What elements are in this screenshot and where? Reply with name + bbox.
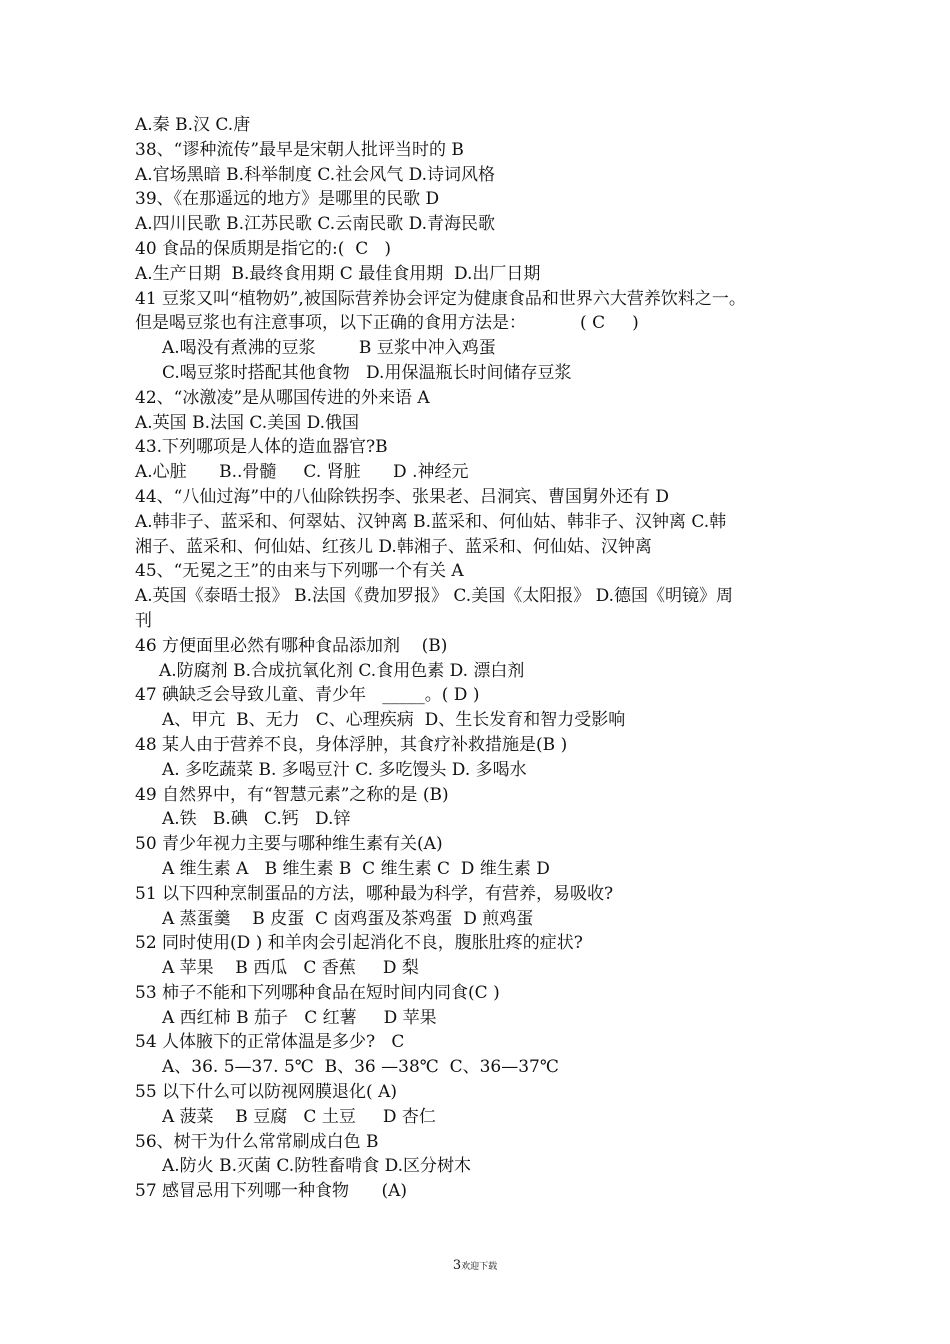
options-48: A. 多吃蔬菜 B. 多喝豆汁 C. 多吃馒头 D. 多喝水 (162, 759, 527, 780)
options-46: A.防腐剂 B.合成抗氧化剂 C.食用色素 D. 漂白剂 (159, 660, 525, 681)
question-56: 56、树干为什么常常刷成白色 B (135, 1131, 379, 1152)
options-56: A.防火 B.灭菌 C.防牲畜啃食 D.区分树木 (162, 1156, 472, 1177)
options-47: A、甲亢 B、无力 C、心理疾病 D、生长发育和智力受影响 (162, 710, 626, 731)
question-41-cont: 但是喝豆浆也有注意事项，以下正确的食用方法是： ( C ) (135, 313, 639, 334)
options-43: A.心脏 B..骨髓 C. 肾脏 D .神经元 (135, 462, 469, 483)
question-45: 45、“无冕之王”的由来与下列哪一个有关 A (135, 561, 464, 582)
options-49: A.铁 B.碘 C.钙 D.锌 (162, 809, 351, 830)
question-54: 54 人体腋下的正常体温是多少? C (135, 1032, 405, 1053)
question-47: 47 碘缺乏会导致儿童、青少年 _____。( D ) (135, 685, 480, 706)
document-body (135, 113, 835, 1204)
text-line: A.秦 B.汉 C.唐 (135, 115, 251, 135)
question-44: 44、“八仙过海”中的八仙除铁拐李、张果老、吕洞宾、曹国舅外还有 D (135, 486, 670, 507)
options-45: A.英国《泰晤士报》 B.法国《费加罗报》 C.美国《太阳报》 D.德国《明镜》周 (135, 586, 734, 607)
options-40: A.生产日期 B.最终食用期 C 最佳食用期 D.出厂日期 (135, 263, 541, 284)
options-41-a: A.喝没有煮沸的豆浆 B 豆浆中冲入鸡蛋 (162, 338, 496, 359)
options-44-cont: 湘子、蓝采和、何仙姑、红孩儿 D.韩湘子、蓝采和、何仙姑、汉钟离 (135, 536, 652, 557)
question-39: 39、《在那遥远的地方》是哪里的民歌 D (135, 189, 440, 210)
options-39: A.四川民歌 B.江苏民歌 C.云南民歌 D.青海民歌 (135, 214, 496, 235)
options-44: A.韩非子、蓝采和、何翠姑、汉钟离 B.蓝采和、何仙姑、韩非子、汉钟离 C.韩 (135, 511, 727, 532)
options-55: A 菠菜 B 豆腐 C 土豆 D 杏仁 (162, 1106, 436, 1127)
question-46: 46 方便面里必然有哪种食品添加剂 (B) (135, 635, 448, 656)
question-57: 57 感冒忌用下列哪一种食物 (A) (135, 1181, 407, 1202)
question-52: 52 同时使用(D ) 和羊肉会引起消化不良，腹胀肚疼的症状? (135, 933, 583, 954)
options-42: A.英国 B.法国 C.美国 D.俄国 (135, 412, 360, 433)
question-55: 55 以下什么可以防视网膜退化( A) (135, 1082, 397, 1103)
options-41-b: C.喝豆浆时搭配其他食物 D.用保温瓶长时间储存豆浆 (162, 362, 572, 383)
options-52: A 苹果 B 西瓜 C 香蕉 D 梨 (162, 958, 419, 979)
page-footer (0, 1258, 950, 1275)
question-49: 49 自然界中，有“智慧元素”之称的是 (B) (135, 784, 449, 805)
options-50: A 维生素 A B 维生素 B C 维生素 C D 维生素 D (162, 858, 550, 879)
options-53: A 西红柿 B 茄子 C 红薯 D 苹果 (162, 1007, 437, 1028)
page-number: 3 (452, 1258, 462, 1273)
options-51: A 蒸蛋羹 B 皮蛋 C 卤鸡蛋及茶鸡蛋 D 煎鸡蛋 (162, 908, 534, 929)
options-38: A.官场黑暗 B.科举制度 C.社会风气 D.诗词风格 (135, 164, 496, 185)
footer-note: 欢迎下载 (461, 1262, 498, 1272)
question-40: 40 食品的保质期是指它的:( C ) (135, 238, 392, 259)
question-43: 43.下列哪项是人体的造血器官?B (135, 437, 388, 458)
question-38: 38、“谬种流传”最早是宋朝人批评当时的 B (135, 139, 464, 160)
question-42: 42、“冰激凌”是从哪国传进的外来语 A (135, 387, 430, 408)
question-50: 50 青少年视力主要与哪种维生素有关(A) (135, 834, 443, 855)
question-48: 48 某人由于营养不良，身体浮肿，其食疗补救措施是(B ) (135, 734, 568, 755)
options-54: A、36. 5—37. 5℃ B、36 —38℃ C、36—37℃ (162, 1057, 559, 1078)
options-45-cont: 刊 (135, 610, 152, 631)
question-41: 41 豆浆又叫“植物奶”,被国际营养协会评定为健康食品和世界六大营养饮料之一。 (135, 288, 746, 309)
question-53: 53 柿子不能和下列哪种食品在短时间内同食(C ) (135, 982, 500, 1003)
question-51: 51 以下四种烹制蛋品的方法，哪种最为科学，有营养，易吸收? (135, 883, 614, 904)
